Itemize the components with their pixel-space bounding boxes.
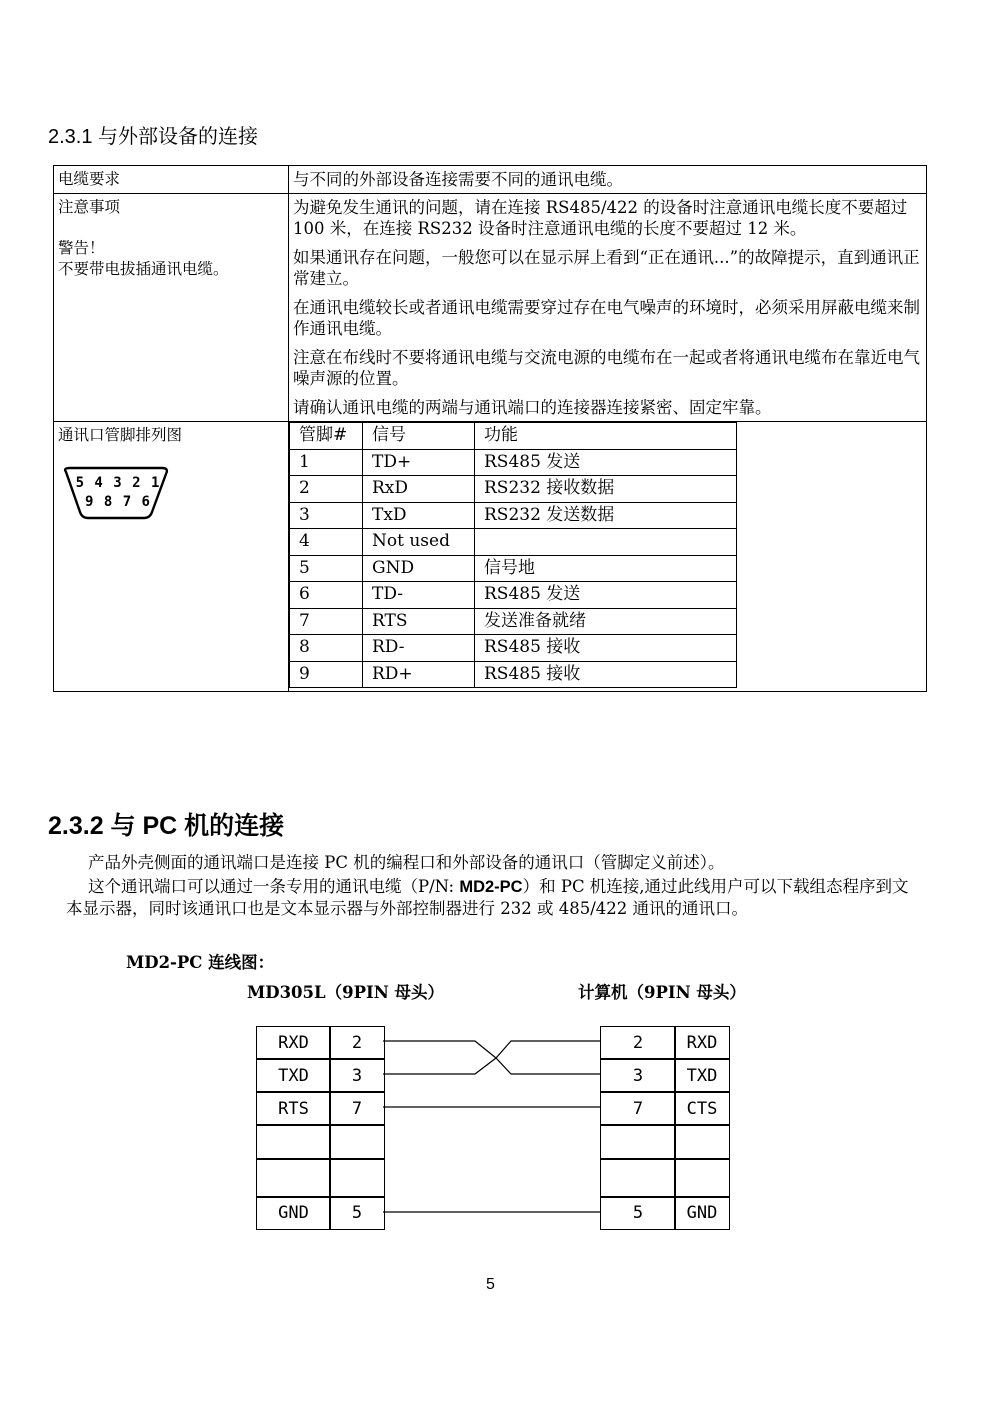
left-connector-header: MD305L（9PIN 母头） [247,983,445,1002]
left-pin-cell: 7 [329,1091,385,1126]
right-signal-cell: GND [674,1196,730,1230]
pin-signal: TD+ [363,449,475,476]
note-paragraph: 为避免发生通讯的问题，请在连接 RS485/422 的设备时注意通讯电缆长度不要超过 100 米，在连接 RS232 设备时注意通讯电缆的长度不要超过 12 米。 [293,198,908,238]
warning-label: 警告！ [58,239,105,257]
left-signal-cell: GND [256,1196,331,1230]
wire-txd-to-rxd [383,1041,600,1074]
pin-signal: Not used [363,529,475,556]
pin-number: 8 [290,635,363,662]
wire-rxd-to-txd [383,1041,600,1074]
pin-number: 6 [290,582,363,609]
right-signal-cell: TXD [674,1058,730,1093]
right-pin-cell: 2 [600,1026,676,1060]
right-pin-cell: 7 [600,1091,676,1126]
left-pin-cell: 2 [329,1026,385,1060]
cable-requirement-text: 与不同的外部设备连接需要不同的通讯电缆。 [289,166,927,194]
pin-signal: RTS [363,608,475,635]
pin-signal: RxD [363,476,475,503]
page-number: 5 [486,1276,495,1293]
pin-function: 发送准备就绪 [475,608,737,635]
pin-number: 2 [290,476,363,503]
pin-number: 5 [290,555,363,582]
para2-text-b: ）和 PC 机连接,通过此线用户可以下载组态程序到文本显示器，同时该通讯口也是文本显示器与外部控制器进行 232 或 485/422 通讯的通讯口。 [66,877,909,918]
right-signal-cell [674,1158,730,1198]
pin-signal: RD- [363,635,475,662]
pin-function: RS485 发送 [475,449,737,476]
pin-signal: GND [363,555,475,582]
para2-text-a: 这个通讯端口可以通过一条专用的通讯电缆（P/N: [88,877,460,896]
right-pin-cell [600,1124,676,1160]
right-pin-cell [600,1158,676,1198]
diagram-title: MD2-PC 连线图： [126,953,275,972]
left-signal-cell: RXD [256,1026,331,1060]
left-signal-cell: TXD [256,1058,331,1093]
note-paragraph: 如果通讯存在问题，一般您可以在显示屏上看到“正在通讯...”的故障提示，直到通讯正常建立。 [293,248,920,288]
section-heading-2-3-1: 2.3.1 与外部设备的连接 [48,126,259,148]
note-paragraph: 请确认通讯电缆的两端与通讯端口的连接器连接紧密、固定牢靠。 [293,398,772,417]
pin-function: RS232 发送数据 [475,502,737,529]
part-number: MD2-PC [459,878,523,896]
note-paragraph: 在通讯电缆较长或者通讯电缆需要穿过存在电气噪声的环境时，必须采用屏蔽电缆来制作通讯电缆。 [293,298,920,338]
signal-header: 信号 [363,423,475,450]
pin-signal: TD- [363,582,475,609]
note-paragraph: 注意在布线时不要将通讯电缆与交流电源的电缆布在一起或者将通讯电缆布在靠近电气噪声源的位置。 [293,348,920,388]
pin-function: RS485 接收 [475,635,737,662]
notes-label: 注意事项 [58,198,121,216]
pin-signal: TxD [363,502,475,529]
warning-text: 不要带电拔插通讯电缆。 [58,260,229,278]
pin-number: 1 [290,449,363,476]
connector-top-row: 5 4 3 2 1 [75,475,161,491]
right-connector-header: 计算机（9PIN 母头） [578,983,746,1002]
pin-function: RS485 接收 [475,661,737,688]
left-pin-cell: 3 [329,1058,385,1093]
left-signal-cell [256,1124,331,1160]
pin-function: 信号地 [475,555,737,582]
pinout-label: 通讯口管脚排列图 [58,426,183,444]
right-signal-cell: RXD [674,1026,730,1060]
pin-signal: RD+ [363,661,475,688]
pin-number: 3 [290,502,363,529]
left-pin-cell: 5 [329,1196,385,1230]
right-signal-cell [674,1124,730,1160]
pin-function: RS232 接收数据 [475,476,737,503]
function-header: 功能 [475,423,737,450]
pin-number: 7 [290,608,363,635]
connector-bottom-row: 9 8 7 6 [84,494,151,510]
pin-function: RS485 发送 [475,582,737,609]
left-pin-cell [329,1124,385,1160]
cable-requirement-label: 电缆要求 [54,166,289,194]
right-pin-cell: 5 [600,1196,676,1230]
left-pin-cell [329,1158,385,1198]
section-heading-2-3-2: 2.3.2 与 PC 机的连接 [48,812,285,840]
pin-number: 4 [290,529,363,556]
pin-header: 管脚# [290,423,363,450]
right-pin-cell: 3 [600,1058,676,1093]
pin-number: 9 [290,661,363,688]
left-signal-cell: RTS [256,1091,331,1126]
intro-paragraph-1: 产品外壳侧面的通讯端口是连接 PC 机的编程口和外部设备的通讯口（管脚定义前述）。 [88,853,725,872]
left-signal-cell [256,1158,331,1198]
right-signal-cell: CTS [674,1091,730,1126]
